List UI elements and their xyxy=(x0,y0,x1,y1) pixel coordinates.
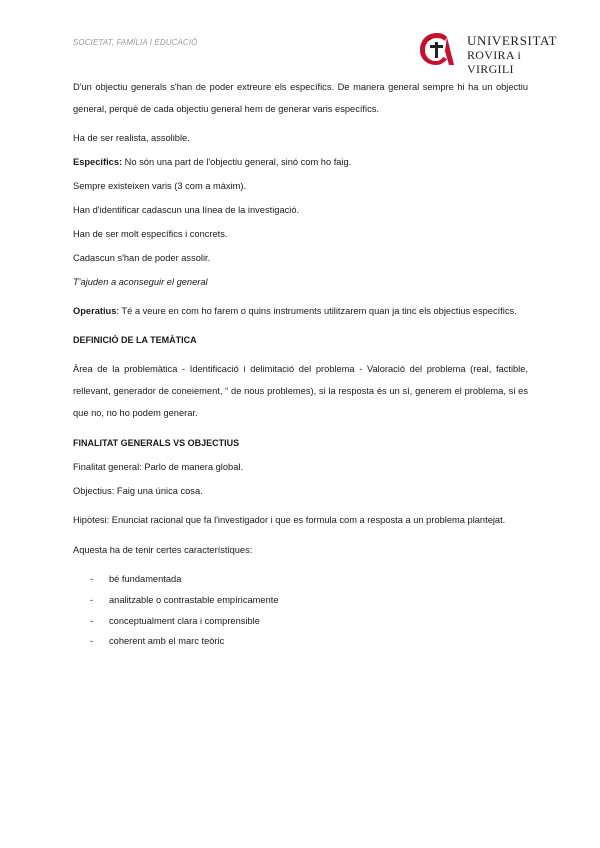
paragraph-objectives-intro: D'un objectiu generals s'han de poder extreure els específics. De manera general sempre hi ha un objectiu general, perquè de cada objectiu general hem de generar varis específics. xyxy=(73,82,528,114)
running-header: SOCIETAT, FAMÍLIA I EDUCACIÓ xyxy=(73,38,198,47)
paragraph-operatius xyxy=(73,300,528,322)
paragraph-finalitat-general: Finalitat general: Parlo de manera global. xyxy=(73,462,244,472)
list-item-text: analitzable o contrastable empíricamente xyxy=(109,594,279,605)
logo-line-1: UNIVERSITAT xyxy=(467,33,558,48)
specifics-label: Específics: xyxy=(73,157,123,167)
svg-text:☙: ☙ xyxy=(427,38,432,43)
paragraph-caracteristiques: Aquesta ha de tenir certes característiques: xyxy=(73,545,253,555)
paragraph-objectius: Objectius: Faig una única cosa. xyxy=(73,486,203,496)
operatius-text: : Té a veure en com ho farem o quins instruments utilitzarem quan ja tinc els objectius específics. xyxy=(116,306,517,316)
paragraph-achievable: Cadascun s'han de poder assolir. xyxy=(73,253,211,263)
list-item-text: bé fundamentada xyxy=(109,574,182,584)
list-item xyxy=(73,590,528,611)
paragraph-concrete: Han de ser molt específics i concrets. xyxy=(73,229,228,239)
list-item-text: coherent amb el marc teòric xyxy=(109,636,225,647)
university-logo xyxy=(418,31,568,76)
heading-tematica: DEFINICIÓ DE LA TEMÀTICA xyxy=(73,335,197,345)
paragraph-realistic: Ha de ser realista, assolible. xyxy=(73,133,190,143)
logo-line-2: ROVIRA i VIRGILI xyxy=(467,48,522,76)
list-item xyxy=(73,611,528,632)
list-item-text: conceptualment clara i comprensible xyxy=(109,615,260,626)
paragraph-research-line: Han d'identificar cadascun una línea de la investigació. xyxy=(73,205,300,215)
paragraph-always-several: Sempre existeixen varis (3 com a màxim). xyxy=(73,181,247,191)
logo-wordmark xyxy=(467,34,568,76)
specifics-text: No són una part de l'objectiu general, sinó com ho faig. xyxy=(122,157,352,167)
heading-finalitat: FINALITAT GENERALS VS OBJECTIUS xyxy=(73,438,240,448)
list-item xyxy=(73,631,528,652)
list-dash: - xyxy=(90,636,94,647)
list-dash: - xyxy=(90,615,94,626)
paragraph-hipotesi: Hipòtesi: Enunciat racional que fa l'investigador i que es formula com a resposta a un problema plantejat. xyxy=(73,515,506,525)
list-item xyxy=(73,569,528,590)
operatius-label: Operatius xyxy=(73,306,117,316)
list-dash: - xyxy=(90,574,94,584)
paragraph-problematica: Àrea de la problemàtica - Identificació i delimitació del problema - Valoració del problema (real, factible, rellevant, generador de coneiement, “ de nous problemes), si la resposta és un sí, generem el problema, si es que no, no ho podem generar. xyxy=(73,364,528,418)
characteristics-list xyxy=(73,569,528,652)
document-body xyxy=(73,76,528,652)
paragraph-specifics xyxy=(73,157,528,167)
paragraph-help-general: T'ajuden a aconseguir el general xyxy=(73,277,208,287)
university-emblem-icon xyxy=(418,31,456,67)
list-dash: - xyxy=(90,594,94,605)
